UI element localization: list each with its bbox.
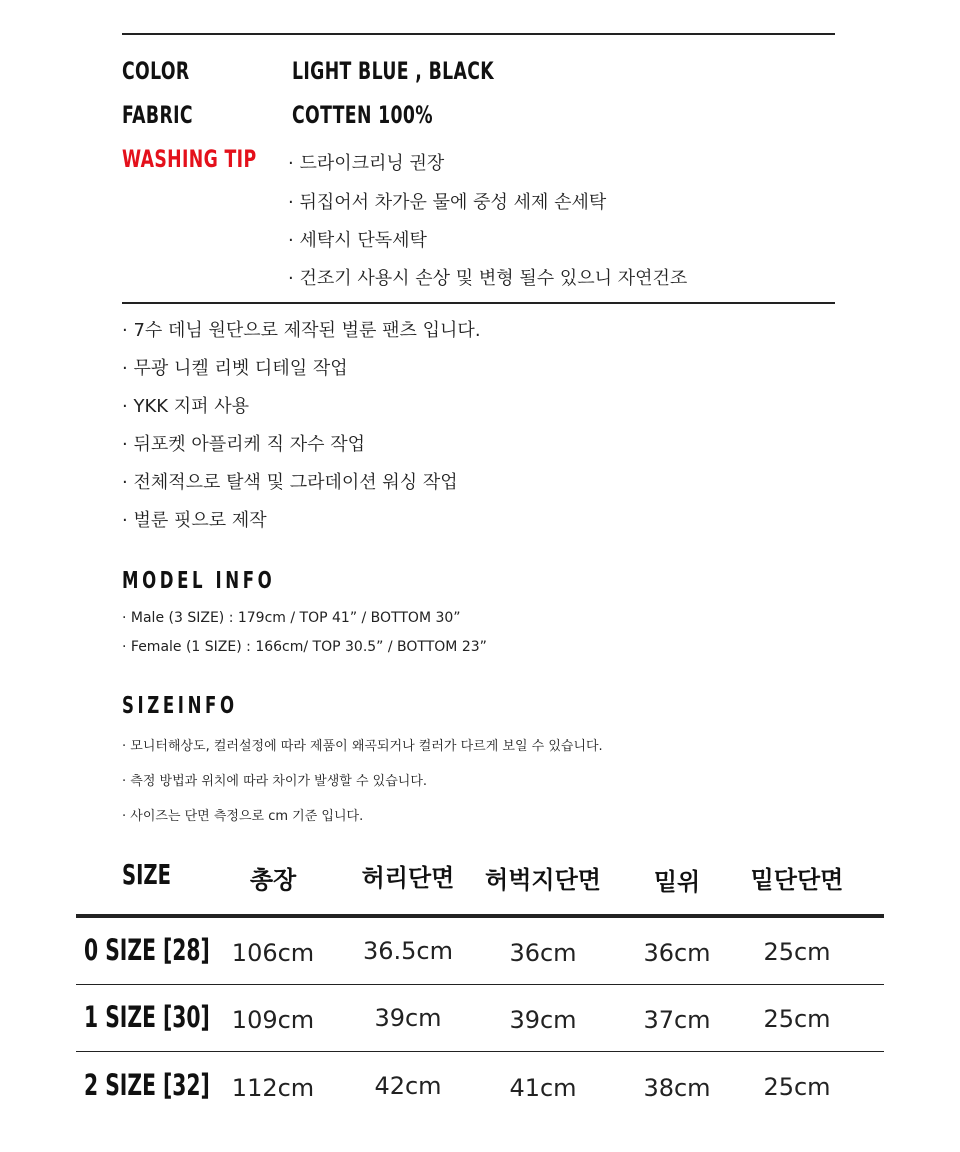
size-note: · 사이즈는 단면 측정으로 cm 기준 입니다. <box>122 809 364 824</box>
table-cell: 106cm <box>231 939 315 967</box>
table-header-thigh: 허벅지단면 <box>485 866 601 894</box>
table-header-size: SIZE <box>122 858 172 891</box>
detail-item: · 무광 니켈 리벳 디테일 작업 <box>122 358 348 379</box>
detail-item: · 뒤포켓 아플리케 직 자수 작업 <box>122 434 365 455</box>
table-cell: 39cm <box>374 1004 442 1032</box>
color-value: LIGHT BLUE , BLACK <box>292 57 494 85</box>
model-info-male: · Male (3 SIZE) : 179cm / TOP 41” / BOTTOM 30” <box>122 610 461 626</box>
detail-item: · 전체적으로 탈색 및 그라데이션 워싱 작업 <box>122 472 458 493</box>
table-row-divider <box>76 984 884 985</box>
washing-tip-2: · 뒤집어서 차가운 물에 중성 세제 손세탁 <box>288 192 607 213</box>
table-cell: 36cm <box>643 939 711 967</box>
table-header-divider <box>76 914 884 918</box>
washing-tip-3: · 세탁시 단독세탁 <box>288 230 427 251</box>
table-cell: 25cm <box>763 938 831 966</box>
table-cell: 112cm <box>231 1074 315 1102</box>
table-cell: 39cm <box>509 1006 577 1034</box>
table-cell: 36.5cm <box>362 937 453 965</box>
fabric-label: FABRIC <box>122 101 193 129</box>
washing-tip-4: · 건조기 사용시 손상 및 변형 될수 있으니 자연건조 <box>288 268 688 289</box>
table-row-label: 0 SIZE [28] <box>84 933 210 967</box>
detail-item: · 벌룬 핏으로 제작 <box>122 510 267 531</box>
table-row-divider <box>76 1051 884 1052</box>
table-cell: 41cm <box>509 1074 577 1102</box>
table-cell: 25cm <box>763 1005 831 1033</box>
table-cell: 25cm <box>763 1073 831 1101</box>
model-info-title: MODEL INFO <box>122 568 276 594</box>
table-cell: 36cm <box>509 939 577 967</box>
table-cell: 109cm <box>231 1006 315 1034</box>
detail-item: · 7수 데님 원단으로 제작된 벌룬 팬츠 입니다. <box>122 320 481 341</box>
spec-divider <box>122 302 835 304</box>
table-header-waist: 허리단면 <box>361 864 455 892</box>
washing-tip-1: · 드라이크리닝 권장 <box>288 153 445 174</box>
detail-item: · YKK 지퍼 사용 <box>122 396 250 417</box>
size-info-title: SIZEINFO <box>122 693 238 719</box>
washing-tip-label: WASHING TIP <box>122 145 257 173</box>
top-divider <box>122 33 835 35</box>
table-cell: 38cm <box>643 1074 711 1102</box>
table-row-label: 1 SIZE [30] <box>84 1000 210 1034</box>
table-row-label: 2 SIZE [32] <box>84 1068 210 1102</box>
table-cell: 42cm <box>374 1072 442 1100</box>
table-header-hem: 밑단단면 <box>750 866 844 894</box>
model-info-female: · Female (1 SIZE) : 166cm/ TOP 30.5” / BOTTOM 23” <box>122 639 487 655</box>
fabric-value: COTTEN 100% <box>292 101 433 129</box>
table-cell: 37cm <box>643 1006 711 1034</box>
color-label: COLOR <box>122 57 190 85</box>
size-note: · 측정 방법과 위치에 따라 차이가 발생할 수 있습니다. <box>122 774 428 789</box>
size-note: · 모니터해상도, 컬러설정에 따라 제품이 왜곡되거나 컬러가 다르게 보일 수 있습니다. <box>122 739 603 754</box>
table-header-total-length: 총장 <box>249 866 297 894</box>
table-header-rise: 밑위 <box>653 868 701 896</box>
